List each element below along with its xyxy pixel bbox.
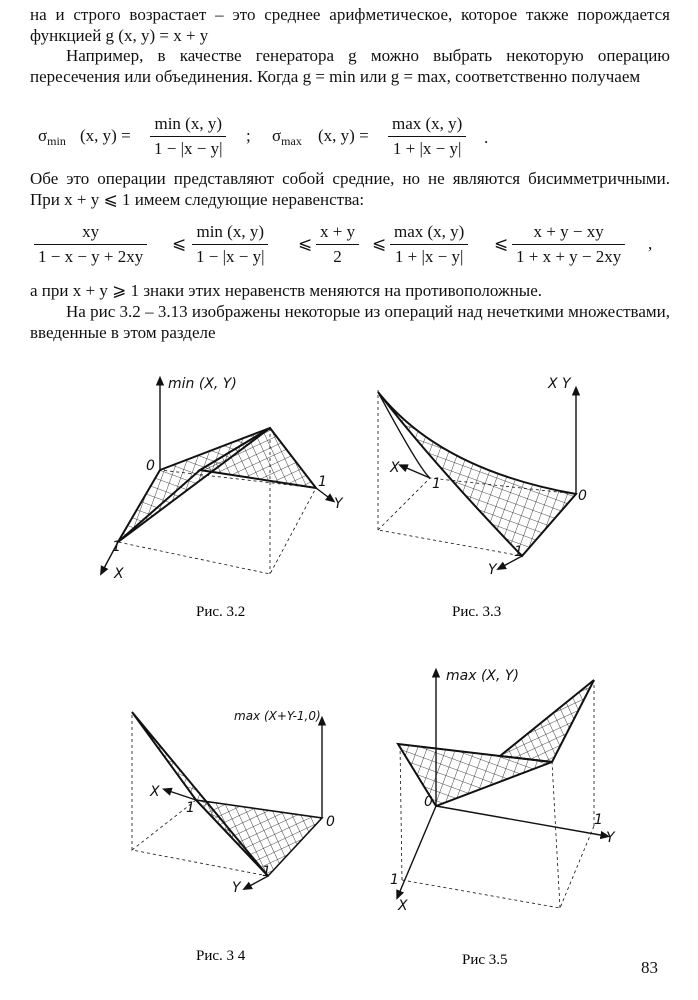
fig34-surface-flat — [196, 800, 322, 876]
fig35-x-label: X — [398, 898, 408, 914]
fig35-y-axis — [436, 806, 606, 836]
fig33-one-x: 1 — [432, 476, 441, 492]
sigma-min-args: (x, y) = — [80, 126, 131, 145]
paragraph-4: а при x + y ⩾ 1 знаки этих неравенств меняются на противоположные. — [30, 281, 543, 300]
sigma-min-symbol: $\sigma_{min}$ — [38, 126, 66, 148]
fraction-5: $\frac{x + y - xy}{1 + x + y - 2xy}$ — [512, 222, 625, 267]
formula-end: . — [484, 128, 489, 147]
fig32-one-x: 1 — [112, 539, 121, 555]
figure-3-3 — [378, 376, 587, 578]
leq-1: ⩽ — [172, 234, 187, 253]
fig35-x-axis — [398, 806, 436, 896]
fig35-caption: Рис 3.5 — [462, 952, 508, 968]
fraction-2: min (x, y) 1 − |x − y| — [192, 222, 268, 267]
fraction-min: min (x, y) 1 − |x − y| — [150, 114, 226, 159]
fig35-axis-label: max (X, Y) — [446, 668, 519, 684]
fig34-zero: 0 — [326, 814, 335, 830]
fraction-1: $\frac{xy}{1 - x - y + 2xy}$ — [34, 222, 147, 267]
fig35-zero: 0 — [424, 794, 433, 810]
leq-2: ⩽ — [298, 234, 313, 253]
fig33-one-y: 1 — [514, 544, 523, 560]
fig34-x-label: X — [150, 784, 160, 800]
fig34-one-x: 1 — [186, 800, 195, 816]
fig34-one-y: 1 — [262, 864, 271, 880]
fig35-surface-right — [500, 680, 594, 762]
fig32-zero: 0 — [146, 458, 155, 474]
fig35-one-y: 1 — [594, 812, 603, 828]
separator: ; — [246, 126, 251, 145]
paragraph-2: Например, в качестве генератора g можно выбрать некоторую операцию пересечения или объединения. Когда g = min или g = max, соответственно получаем — [30, 46, 670, 86]
paragraph-5: На рис 3.2 – 3.13 изображены некоторые из операций над нечеткими множествами, введенные в этом разделе — [30, 302, 670, 342]
formula2-end: , — [648, 234, 653, 253]
fig33-x-label: X — [390, 460, 400, 476]
fraction-max: max (x, y) 1 + |x − y| — [388, 114, 466, 159]
fig35-one-x: 1 — [390, 872, 399, 888]
sigma-max-args: (x, y) = — [318, 126, 369, 145]
fig34-axis-label: max (X+Y-1,0) — [234, 709, 321, 723]
fig32-base-dashed — [118, 470, 316, 574]
fig32-y-label: Y — [334, 496, 343, 512]
fig32-one-y: 1 — [318, 474, 327, 490]
fig32-axis-label: min (X, Y) — [168, 376, 237, 392]
fig33-x-axis — [402, 466, 430, 478]
fraction-4: max (x, y) 1 + |x − y| — [390, 222, 468, 267]
fig33-axis-label: X Y — [548, 376, 571, 392]
paragraph-1: на и строго возрастает – это среднее арифметическое, которое также порождается функцией g (x, y) = x + y — [30, 5, 670, 45]
fig35-y-label: Y — [606, 830, 615, 846]
figure-3-2 — [102, 376, 344, 582]
sigma-max-symbol: $\sigma_{max}$ — [272, 126, 302, 148]
fig33-caption: Рис. 3.3 — [452, 604, 502, 620]
figure-3-4 — [132, 709, 335, 896]
fraction-3: $\frac{x + y}{2}$ — [316, 222, 359, 267]
fig34-y-label: Y — [232, 880, 241, 896]
fig33-y-label: Y — [488, 562, 497, 578]
page-number: 83 — [641, 958, 658, 977]
fig32-x-label: X — [114, 566, 124, 582]
paragraph-3: Обе это операции представляют собой средние, но не являются бисимметричными. При x + y ⩽ 1 имеем следующие неравенства: — [30, 169, 670, 209]
fig34-caption: Рис. 3 4 — [196, 948, 246, 964]
fig33-zero: 0 — [578, 488, 587, 504]
leq-3: ⩽ — [372, 234, 387, 253]
fig32-caption: Рис. 3.2 — [196, 604, 246, 620]
figure-3-5 — [390, 668, 616, 914]
leq-4: ⩽ — [494, 234, 509, 253]
fig33-surface — [378, 392, 576, 556]
